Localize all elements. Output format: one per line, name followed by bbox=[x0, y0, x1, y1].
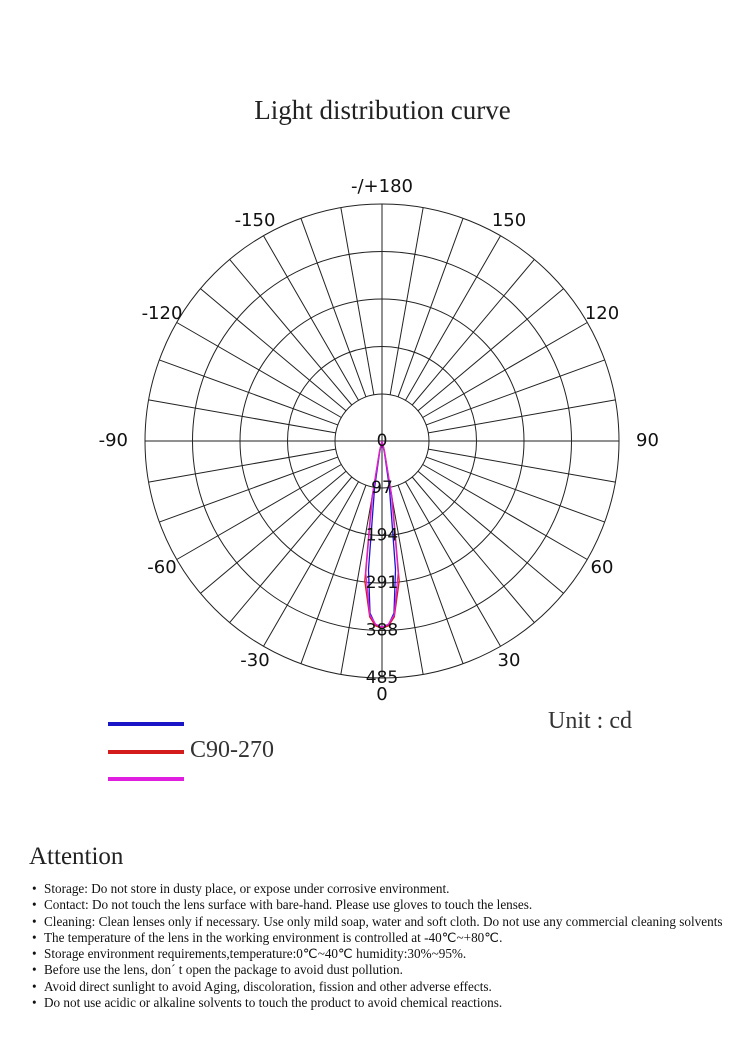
bullet-icon: • bbox=[32, 881, 37, 896]
unit-label: Unit : cd bbox=[548, 708, 632, 734]
bullet-icon: • bbox=[32, 929, 37, 945]
grid-spoke bbox=[412, 477, 534, 623]
grid-spoke bbox=[177, 465, 342, 560]
legend-line-red bbox=[108, 750, 184, 754]
grid-spoke bbox=[200, 471, 346, 593]
angle-label: 90 bbox=[636, 430, 659, 451]
attention-item: • Storage environment requirements,temperature:0℃~40℃ humidity:30%~95%. bbox=[32, 946, 467, 962]
grid-spoke bbox=[426, 457, 605, 522]
grid-spoke bbox=[398, 485, 463, 664]
grid-spoke bbox=[390, 208, 423, 395]
grid-spoke bbox=[428, 400, 615, 433]
radial-tick-label: 194 bbox=[365, 525, 399, 546]
grid-spoke bbox=[418, 471, 564, 593]
attention-item: • Avoid direct sunlight to avoid Aging, discoloration, fission and other adverse effects. bbox=[32, 978, 492, 994]
radial-tick-label: 97 bbox=[371, 478, 393, 498]
bullet-icon: • bbox=[32, 962, 37, 978]
angle-label: 30 bbox=[497, 650, 521, 671]
grid-spoke bbox=[264, 482, 359, 647]
grid-spoke bbox=[264, 236, 359, 401]
radial-tick-label: 485 bbox=[365, 668, 399, 688]
angle-label: -60 bbox=[147, 557, 177, 578]
radial-tick-label: 388 bbox=[365, 620, 399, 641]
grid-spoke bbox=[428, 449, 615, 482]
legend-line-magenta bbox=[108, 777, 184, 781]
attention-item: • The temperature of the lens in the working environment is controlled at -40℃~+80℃. bbox=[32, 929, 503, 945]
chart-title: Light distribution curve bbox=[254, 95, 511, 125]
attention-title: Attention bbox=[29, 843, 124, 870]
legend-label: C90-270 bbox=[190, 737, 274, 763]
attention-item: • Storage: Do not store in dusty place, or expose under corrosive environment. bbox=[32, 881, 450, 896]
grid-spoke bbox=[159, 457, 338, 522]
attention-list bbox=[30, 881, 730, 1011]
attention-item: • Cleaning: Clean lenses only if necessary. Use only mild soap, water and soft cloth. Do not use any commercial cleaning solvents bbox=[32, 913, 723, 929]
grid-spoke bbox=[341, 208, 374, 395]
bullet-icon: • bbox=[32, 995, 37, 1011]
grid-spoke bbox=[149, 400, 336, 433]
angle-label: -30 bbox=[240, 650, 270, 671]
bullet-icon: • bbox=[32, 913, 37, 929]
grid-spoke bbox=[230, 477, 352, 623]
angle-label: -90 bbox=[98, 430, 128, 451]
grid-spoke bbox=[412, 259, 534, 405]
legend-line-blue bbox=[108, 722, 184, 726]
bullet-icon: • bbox=[32, 978, 37, 994]
radial-tick-label: 291 bbox=[365, 573, 399, 593]
attention-item: • Do not use acidic or alkaline solvents to touch the product to avoid chemical reactions. bbox=[32, 995, 503, 1011]
grid-spoke bbox=[406, 236, 501, 401]
grid-spoke bbox=[301, 218, 366, 397]
grid-spoke bbox=[398, 218, 463, 397]
angle-label: 0 bbox=[376, 684, 388, 705]
attention-item: • Contact: Do not touch the lens surface with bare-hand. Please use gloves to touch the lenses. bbox=[32, 897, 533, 913]
grid-spoke bbox=[418, 289, 564, 411]
grid-spoke bbox=[423, 465, 588, 560]
grid-spoke bbox=[177, 323, 342, 418]
grid-spoke bbox=[423, 323, 588, 418]
angle-label: -/+180 bbox=[351, 176, 413, 197]
angle-label: 150 bbox=[491, 210, 527, 231]
angle-label: 60 bbox=[590, 557, 614, 578]
bullet-icon: • bbox=[32, 897, 37, 913]
angle-label: -120 bbox=[141, 303, 183, 324]
grid-spoke bbox=[301, 485, 366, 664]
angle-label: -150 bbox=[234, 210, 276, 231]
grid-spoke bbox=[230, 259, 352, 405]
bullet-icon: • bbox=[32, 946, 37, 962]
grid-spoke bbox=[406, 482, 501, 647]
grid-spoke bbox=[149, 449, 336, 482]
angle-label: 120 bbox=[584, 303, 620, 324]
grid-spoke bbox=[426, 360, 605, 425]
grid-spoke bbox=[159, 360, 338, 425]
attention-item: • Before use the lens, don´ t open the package to avoid dust pollution. bbox=[32, 962, 403, 978]
radial-tick-label: 0 bbox=[376, 431, 388, 451]
grid-spoke bbox=[200, 289, 346, 411]
